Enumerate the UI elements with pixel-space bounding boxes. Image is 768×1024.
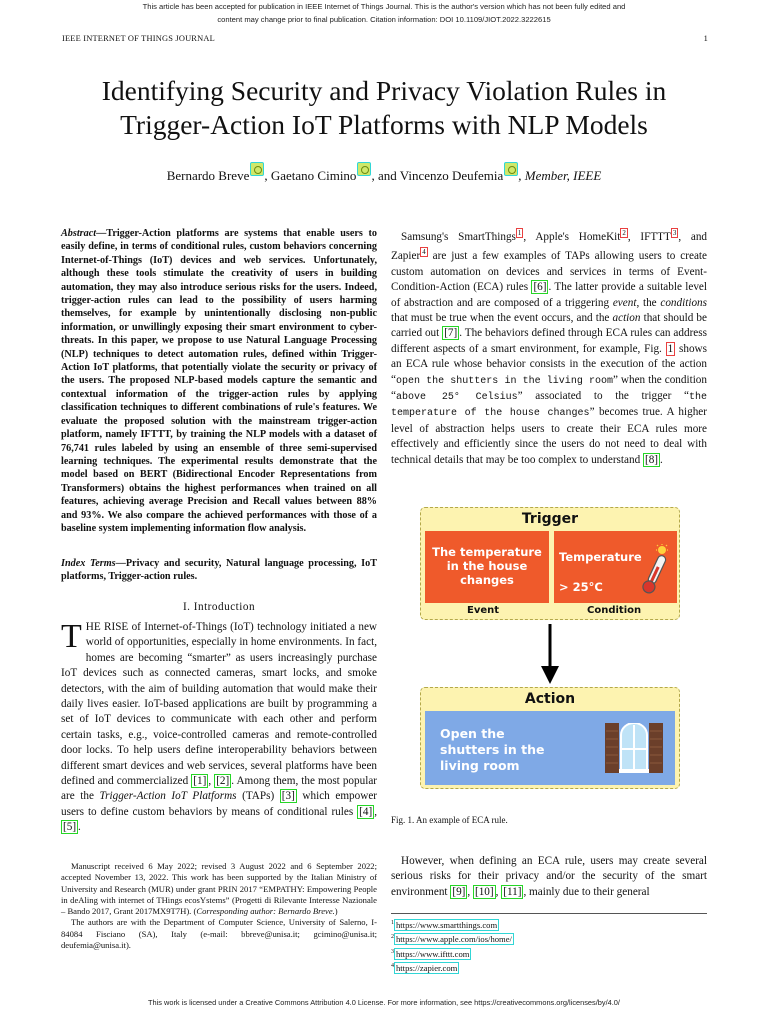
intro-separator: , xyxy=(374,805,377,818)
banner-line-2: content may change prior to final publication. Citation information: DOI 10.1109/JIOT.2022.3222615 xyxy=(217,15,551,24)
footnote-link[interactable]: 1 xyxy=(517,229,522,237)
body-text: ” when the condition “ xyxy=(391,373,707,403)
page-number: 1 xyxy=(703,34,708,43)
code-action: open the shutters in the living room xyxy=(395,375,613,387)
action-card xyxy=(425,711,675,785)
intro-paragraph xyxy=(61,620,377,836)
drop-cap: T xyxy=(61,618,82,655)
intro-text: of Internet-of-Things (IoT) technology initiated a new world of opportunities, especially in home environments. In fact, homes are becoming “smarter” as users increasingly purchase IoT devices such as connected cameras, smart locks, and smoke detectors, with the aim of building automation that would make their daily lives easier. IoT-based applications are built by programming a set of IoT devices to communicate with each other and perform certain tasks, e.g., voice-controlled cameras and remote-controlled door locks. To help users define interoperability behaviors between different smart devices and web services, several platforms have been defined and commercialized xyxy=(61,621,378,788)
body-text: However, when defining an ECA rule, users may create several serious risks for their privacy and/or the security of the smart environment xyxy=(391,855,707,898)
code-condition: above 25° Celsius xyxy=(395,392,518,404)
orcid-icon[interactable] xyxy=(504,162,518,176)
title-line-1: Identifying Security and Privacy Violation Rules in xyxy=(101,75,667,106)
title-line-2: Trigger-Action IoT Platforms with NLP Models xyxy=(120,109,648,140)
author-breve: Bernardo Breve xyxy=(166,168,250,183)
condition-card xyxy=(554,531,677,603)
citation-link[interactable]: [3] xyxy=(281,790,295,803)
footnote-item xyxy=(391,931,707,945)
publication-banner xyxy=(0,0,768,26)
eca-figure xyxy=(420,507,680,797)
footnote-url[interactable]: https://www.ifttt.com xyxy=(396,948,470,959)
footnote-link[interactable]: 2 xyxy=(622,229,626,237)
section-heading: I. Introduction xyxy=(182,601,256,613)
footnote-item xyxy=(391,917,707,931)
body-text: shows an ECA rule whose behavior consists in the execution of the action “ xyxy=(391,342,707,386)
citation-link[interactable]: [2] xyxy=(216,775,230,788)
body-text: , the xyxy=(636,296,661,309)
footnote-number: 3 xyxy=(391,948,394,955)
manuscript-text: ) xyxy=(334,906,338,917)
intro-emphasis: Trigger-Action IoT Platforms xyxy=(99,790,237,803)
abstract-text: —Trigger-Action platforms are systems that enable users to easily define, in terms of conditional rules, custom behaviors concerning Internet-of-Things (IoT) devices and web services. Unfortunately, although these tools stimulate the creativity of users in building automation, they may also introduce serious risks for the users. Indeed, trigger-action rules can lead to the possibility of users harming themselves, for example by unintentionally disclosing non-public information, or unwillingly exposing their smart environment to cyber-threats. In this paper, we propose to use Natural Language Processing (NLP) techniques to detect automation rules, defined within Trigger-Action IoT platforms, that potentially violate the security or privacy of the users. The proposed NLP-based models capture the semantic and contextual information of the trigger-action rules by applying classification techniques to different combinations of rule's features. We evaluate the proposed solution with the mainstream trigger-action platform, namely IFTTT, by training the NLP models with a dataset of 76,741 rules labeled by using an ensemble of three semi-supervised learning techniques. The experimental results demonstrate that the model based on BERT (Bidirectional Encoder Representations from Transformers) obtains the highest performances when trained on all features, achieving average Precision and Recall values between 88% and 93%. We also compare the achieved performances with those of a baseline system implementing information flow analysis. xyxy=(61,228,377,534)
condition-title: Temperature xyxy=(559,550,642,564)
figure-caption: Fig. 1. An example of ECA rule. xyxy=(391,815,508,825)
body-text: . xyxy=(660,453,663,466)
action-box xyxy=(420,687,680,789)
citation-link[interactable]: [1] xyxy=(193,775,207,788)
footnote-number: 2 xyxy=(391,934,394,941)
event-card: The temperature in the house changes xyxy=(425,531,549,603)
intro-separator: , xyxy=(208,775,215,788)
manuscript-text: Manuscript received 6 May 2022; revised 3 August 2022 and 6 September 2022; accepted November 13, 2022. This work has been supported by the Italian Ministry of University and Research (MUR) under grant PRIN 2017 “EMPATHY: Empowering People in deAling with internet of THings ecosYstems” (Progetti di Rilevante Interesse Nazionale – Bando 2017, Grant 2017MX9T7H). ( xyxy=(61,861,377,917)
body-text: Samsung's SmartThings xyxy=(401,231,516,243)
orcid-icon[interactable] xyxy=(357,162,371,176)
author-list xyxy=(40,162,728,186)
paper-title xyxy=(40,74,728,142)
body-text: are just a few examples of TAPs allowing users to create custom automation on devices and services in terms of Event-Condition-Action (ECA) rules xyxy=(391,250,707,294)
index-terms-text: —Privacy and security, Natural language processing, IoT platforms, Trigger-action rules. xyxy=(61,558,377,583)
footnote-item xyxy=(391,960,707,974)
intro-text: . xyxy=(78,821,81,834)
emphasis-action: action xyxy=(612,312,641,325)
action-title: Action xyxy=(524,691,576,707)
citation-link[interactable]: [5] xyxy=(63,821,77,834)
body-text: ” associated to the trigger “ xyxy=(517,390,689,403)
intro-text: (TAPs) xyxy=(236,790,280,803)
window-shutters-icon xyxy=(605,723,663,773)
citation-link[interactable]: [6] xyxy=(533,281,547,294)
body-text: , xyxy=(495,885,502,898)
citation-link[interactable]: [7] xyxy=(444,327,458,340)
footnote-link[interactable]: 4 xyxy=(422,248,426,257)
figure-link[interactable]: 1 xyxy=(667,342,674,355)
manuscript-funding xyxy=(61,861,377,917)
citation-link[interactable]: [9] xyxy=(452,885,466,898)
footnote-url[interactable]: https://zapier.com xyxy=(396,962,458,973)
author-deufemia: , and Vincenzo Deufemia xyxy=(371,168,504,183)
condition-label: Condition xyxy=(587,605,642,616)
corresponding-author: Corresponding author: Bernardo Breve. xyxy=(196,906,335,917)
thermometer-icon xyxy=(642,544,668,600)
right-paragraph-1 xyxy=(391,226,707,468)
body-text: , and Zapier xyxy=(391,231,708,263)
footnote-url[interactable]: https://www.smartthings.com xyxy=(396,919,498,930)
author-affiliation: The authors are with the Department of Computer Science, University of Salerno, I-84084 Fisciano (SA), Italy (e-mail: bbreve@unisa.it; gcimino@unisa.it; deufemia@unisa.it). xyxy=(61,917,377,951)
condition-value: > 25°C xyxy=(559,580,603,594)
citation-link[interactable]: [11] xyxy=(503,885,522,898)
body-text: . The behaviors defined through ECA rules can address different aspects of a smart environment, for example, Fig. xyxy=(391,327,707,355)
abstract xyxy=(61,227,377,535)
license-footer: This work is licensed under a Creative Commons Attribution 4.0 License. For more information, see https://creativecommons.org/licenses/by/4.0/ xyxy=(148,998,620,1007)
body-text: , xyxy=(467,885,473,898)
footnote-number: 4 xyxy=(391,963,394,970)
body-text: that should be carried out xyxy=(391,312,707,340)
body-text: . The latter provide a suitable level of abstraction and are composed of a triggering xyxy=(391,281,707,309)
citation-link[interactable]: [10] xyxy=(474,885,494,898)
abstract-label: Abstract xyxy=(61,228,97,239)
intro-lead: HE RISE xyxy=(85,621,129,633)
trigger-box xyxy=(420,507,680,620)
footnote-link[interactable]: 3 xyxy=(672,229,677,237)
emphasis-conditions: conditions xyxy=(660,296,707,309)
body-text: , Apple's HomeKit xyxy=(523,231,621,243)
right-paragraph-2 xyxy=(391,854,707,900)
author-cimino: , Gaetano Cimino xyxy=(264,168,357,183)
footnote-item xyxy=(391,946,707,960)
body-text: that must be true when the event occurs, and the xyxy=(391,312,613,325)
url-footnotes xyxy=(391,913,707,974)
journal-name: IEEE INTERNET OF THINGS JOURNAL xyxy=(62,34,215,43)
code-trigger: the temperature of the house changes xyxy=(391,392,707,420)
footnote-url[interactable]: https://www.apple.com/ios/home/ xyxy=(396,934,512,945)
intro-text: . Among them, the most popular are the xyxy=(61,775,378,803)
banner-line-1: This article has been accepted for publication in IEEE Internet of Things Journal. This is the author's version which has not been fully edited and xyxy=(142,2,626,11)
action-text: Open the shutters in the living room xyxy=(440,726,545,773)
footnote-number: 1 xyxy=(391,920,394,926)
body-text: , IFTTT xyxy=(627,231,671,243)
citation-link[interactable]: [8] xyxy=(644,453,659,466)
intro-text: which empower users to define custom behaviors by means of conditional rules xyxy=(61,790,378,818)
trigger-title: Trigger xyxy=(521,511,579,527)
index-terms-label: Index Terms xyxy=(61,558,116,569)
manuscript-note xyxy=(61,861,377,951)
event-label: Event xyxy=(467,605,500,616)
member-ieee: , Member, IEEE xyxy=(518,168,602,183)
down-arrow-icon xyxy=(540,624,560,684)
body-text: , mainly due to their general xyxy=(523,885,650,898)
emphasis-event: event xyxy=(612,296,637,309)
index-terms xyxy=(61,557,377,584)
body-text: ” becomes true. A higher level of abstraction helps users to create their ECA rules more effectively and efficiently since the users do not need to deal with technical details that may be too complex to understand xyxy=(391,406,707,466)
orcid-icon[interactable] xyxy=(250,162,264,176)
running-header xyxy=(62,34,708,43)
citation-link[interactable]: [4] xyxy=(359,805,373,818)
